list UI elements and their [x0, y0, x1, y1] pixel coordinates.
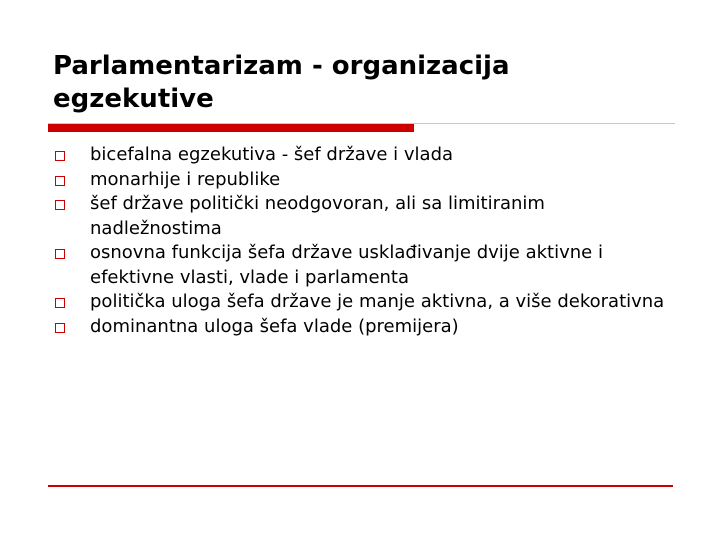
slide-title-line-2: egzekutive [53, 84, 214, 114]
bullet-text: bicefalna egzekutiva - šef države i vlada [90, 144, 454, 165]
bullet-item [55, 241, 675, 290]
bullet-item [55, 143, 675, 168]
bullet-list [55, 143, 675, 339]
bullet-text: osnovna funkcija šefa države usklađivanje dvije aktivne i efektivne vlasti, vlade i parlamenta [90, 242, 603, 288]
slide-title [53, 50, 653, 116]
square-bullet-icon [55, 176, 65, 186]
square-bullet-icon [55, 200, 65, 210]
title-underline-accent [48, 124, 414, 132]
bullet-item [55, 290, 675, 315]
bullet-text: dominantna uloga šefa vlade (premijera) [90, 315, 459, 337]
bullet-item [55, 192, 675, 241]
slide-title-line-1: Parlamentarizam - organizacija [53, 51, 510, 81]
bullet-item [55, 168, 675, 193]
bullet-text: politička uloga šefa države je manje aktivna, a više dekorativna [90, 291, 665, 312]
square-bullet-icon [55, 298, 65, 308]
square-bullet-icon [55, 249, 65, 259]
bullet-item [55, 315, 675, 340]
square-bullet-icon [55, 151, 65, 161]
square-bullet-icon [55, 323, 65, 333]
bullet-text: šef države politički neodgovoran, ali sa limitiranim nadležnostima [90, 193, 545, 239]
footer-divider [48, 485, 673, 487]
bullet-text: monarhije i republike [90, 168, 281, 190]
